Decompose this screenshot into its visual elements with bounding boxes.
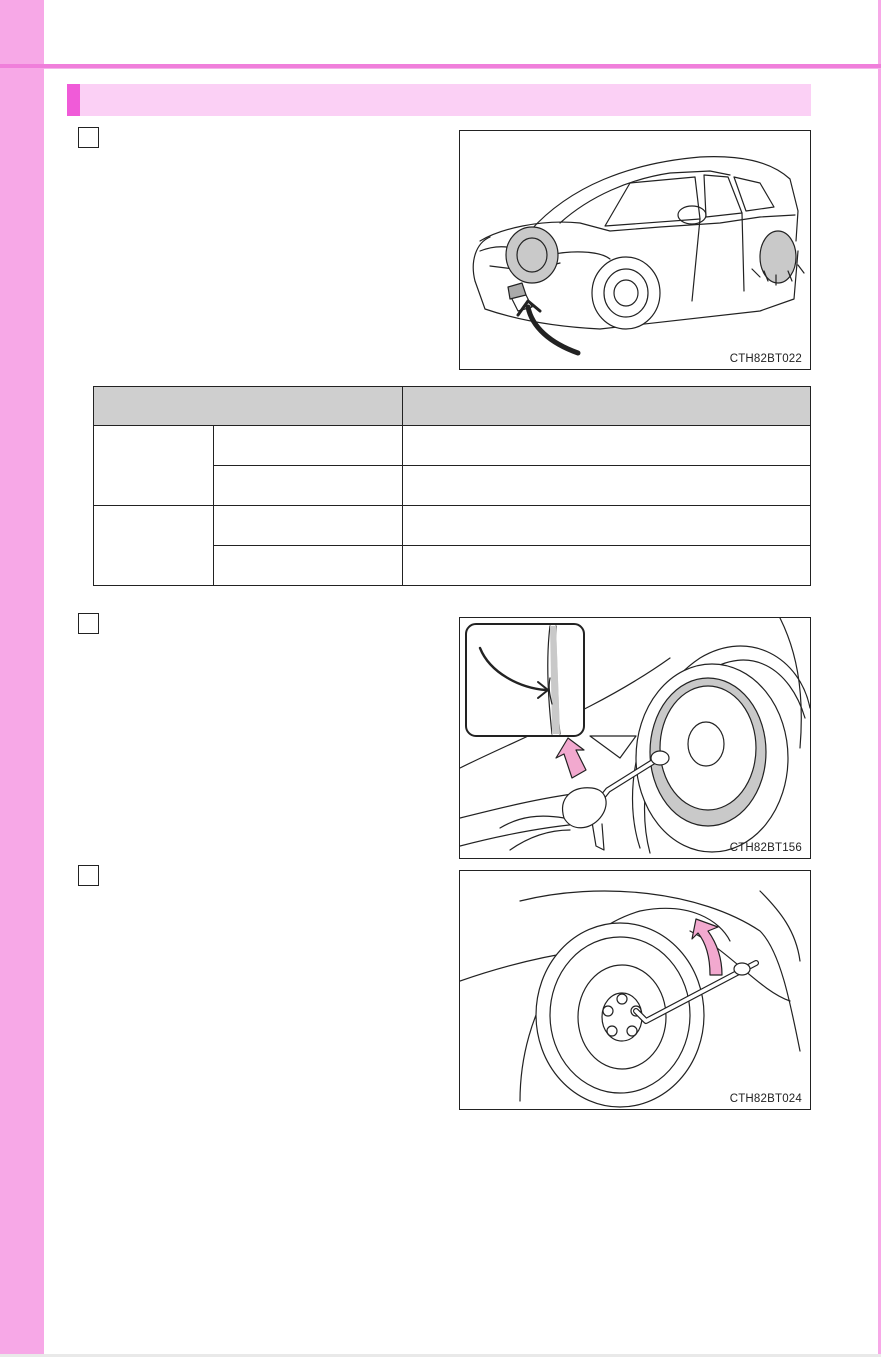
wheel-nut-loosening-icon: [460, 618, 811, 859]
table-cell: [214, 426, 403, 466]
table-cell: [94, 506, 214, 586]
table-header-cell: [94, 387, 403, 426]
table-row: [94, 506, 811, 546]
step-marker-1: [78, 127, 99, 148]
page-side-tab: [0, 0, 44, 1357]
illustration-loosen-nuts: [459, 617, 811, 859]
illustration-wheel-nut-wrench: [459, 870, 811, 1110]
table-cell: [403, 546, 811, 586]
section-header: [67, 84, 811, 116]
table-cell: [214, 466, 403, 506]
table-cell: [94, 426, 214, 506]
table-cell: [214, 546, 403, 586]
step-marker-3: [78, 865, 99, 886]
illustration-code: CTH82BT024: [729, 1093, 802, 1105]
table-cell: [214, 506, 403, 546]
illustration-code: CTH82BT156: [729, 842, 802, 854]
illustration-code: CTH82BT022: [729, 353, 802, 365]
section-header-accent: [67, 84, 80, 116]
step-marker-2: [78, 613, 99, 634]
table-row: [94, 426, 811, 466]
illustration-jack-point: [459, 130, 811, 370]
table-cell: [403, 426, 811, 466]
table-cell: [403, 466, 811, 506]
header-rule-thin: [44, 68, 881, 69]
table-header-row: [94, 387, 811, 426]
wheel-nut-wrench-icon: [460, 871, 811, 1110]
table-header-cell: [403, 387, 811, 426]
table-cell: [403, 506, 811, 546]
car-jack-point-icon: [460, 131, 811, 370]
jack-point-table: [93, 386, 811, 586]
